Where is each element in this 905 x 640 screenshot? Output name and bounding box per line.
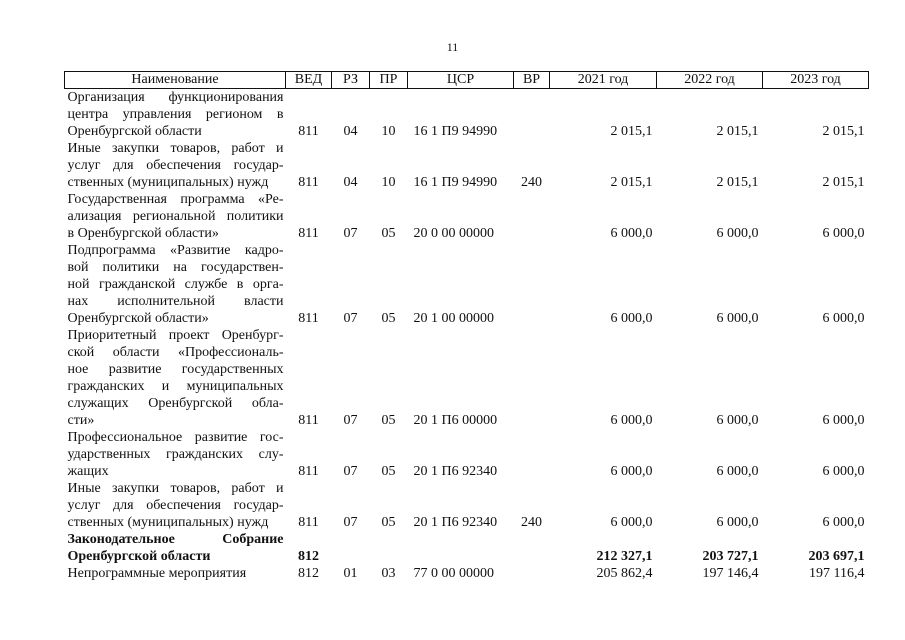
cell-ved: 811 bbox=[298, 124, 319, 139]
cell-pr: 03 bbox=[381, 566, 396, 581]
name-line: Иные закупки товаров, работ и bbox=[67, 141, 284, 156]
name-line: Непрограммные мероприятия bbox=[67, 566, 247, 581]
cell-csr: 20 1 П6 92340 bbox=[413, 515, 498, 530]
cell-vr bbox=[514, 191, 550, 242]
name-line: Оренбургской области» bbox=[67, 311, 209, 326]
cell-name bbox=[65, 480, 286, 531]
cell-ved: 811 bbox=[298, 226, 319, 241]
name-line: ной гражданской службе в орга- bbox=[67, 277, 284, 292]
cell-vr: 240 bbox=[521, 175, 542, 190]
cell-name bbox=[65, 429, 286, 480]
cell-2023: 6 000,0 bbox=[822, 413, 865, 428]
cell-2021: 6 000,0 bbox=[610, 464, 653, 479]
table-row bbox=[65, 429, 869, 480]
header-rz: РЗ bbox=[332, 72, 370, 89]
cell-rz: 07 bbox=[343, 413, 358, 428]
cell-name bbox=[65, 531, 286, 565]
cell-csr: 20 0 00 00000 bbox=[413, 226, 494, 241]
cell-name bbox=[65, 89, 286, 141]
cell-2023: 6 000,0 bbox=[822, 311, 865, 326]
cell-2023: 6 000,0 bbox=[822, 226, 865, 241]
name-line: Иные закупки товаров, работ и bbox=[67, 481, 284, 496]
name-line: сти» bbox=[67, 413, 95, 428]
cell-csr: 16 1 П9 94990 bbox=[413, 175, 498, 190]
cell-pr: 10 bbox=[381, 124, 396, 139]
cell-pr: 05 bbox=[381, 515, 396, 530]
cell-2022: 6 000,0 bbox=[716, 311, 759, 326]
cell-csr: 20 1 00 00000 bbox=[413, 311, 494, 326]
cell-csr bbox=[408, 531, 514, 565]
cell-2023: 6 000,0 bbox=[822, 464, 865, 479]
cell-pr: 05 bbox=[381, 226, 396, 241]
header-2021: 2021 год bbox=[550, 72, 657, 89]
name-line: ализация региональной политики bbox=[67, 209, 284, 224]
cell-2022: 197 146,4 bbox=[702, 566, 759, 581]
cell-rz: 01 bbox=[343, 566, 358, 581]
cell-rz: 04 bbox=[343, 124, 358, 139]
cell-2021: 205 862,4 bbox=[596, 566, 653, 581]
table-row bbox=[65, 140, 869, 191]
cell-rz bbox=[332, 531, 370, 565]
cell-2023: 197 116,4 bbox=[809, 566, 865, 581]
name-line: Подпрограмма «Развитие кадро- bbox=[67, 243, 284, 258]
cell-rz: 07 bbox=[343, 226, 358, 241]
table-row bbox=[65, 327, 869, 429]
table-row bbox=[65, 531, 869, 565]
cell-2023: 2 015,1 bbox=[822, 175, 865, 190]
header-ved: ВЕД bbox=[286, 72, 332, 89]
name-line: Государственная программа «Ре- bbox=[67, 192, 284, 207]
header-2023: 2023 год bbox=[763, 72, 869, 89]
cell-2021: 2 015,1 bbox=[610, 124, 653, 139]
cell-csr: 77 0 00 00000 bbox=[413, 566, 494, 581]
cell-csr: 20 1 П6 00000 bbox=[413, 413, 498, 428]
name-line: в Оренбургской области» bbox=[67, 226, 219, 241]
cell-rz: 07 bbox=[343, 464, 358, 479]
table-row bbox=[65, 480, 869, 531]
cell-rz: 07 bbox=[343, 311, 358, 326]
cell-vr bbox=[514, 429, 550, 480]
cell-2021: 6 000,0 bbox=[610, 413, 653, 428]
cell-2023: 2 015,1 bbox=[822, 124, 865, 139]
header-csr: ЦСР bbox=[408, 72, 514, 89]
cell-ved: 811 bbox=[298, 413, 319, 428]
cell-vr bbox=[514, 327, 550, 429]
cell-2022: 2 015,1 bbox=[716, 124, 759, 139]
name-line: Приоритетный проект Оренбург- bbox=[67, 328, 284, 343]
cell-csr: 20 1 П6 92340 bbox=[413, 464, 498, 479]
cell-2021: 212 327,1 bbox=[596, 549, 653, 564]
name-line: нах исполнительной власти bbox=[67, 294, 284, 309]
cell-ved: 811 bbox=[298, 175, 319, 190]
table-body bbox=[65, 89, 869, 583]
header-pr: ПР bbox=[370, 72, 408, 89]
table-header bbox=[65, 72, 869, 89]
table-row bbox=[65, 191, 869, 242]
cell-name bbox=[65, 140, 286, 191]
cell-2023: 203 697,1 bbox=[808, 549, 865, 564]
cell-2021: 2 015,1 bbox=[610, 175, 653, 190]
cell-name bbox=[65, 242, 286, 327]
name-line: Оренбургской области bbox=[67, 124, 202, 139]
cell-vr: 240 bbox=[521, 515, 542, 530]
cell-name bbox=[65, 191, 286, 242]
name-line: ственных (муниципальных) нужд bbox=[67, 515, 269, 530]
cell-pr bbox=[370, 531, 408, 565]
name-line: ской области «Профессиональ- bbox=[67, 345, 284, 360]
cell-2022: 6 000,0 bbox=[716, 413, 759, 428]
name-line: Организация функционирования bbox=[67, 90, 284, 105]
name-line: Профессиональное развитие гос- bbox=[67, 430, 284, 445]
table-row bbox=[65, 565, 869, 582]
cell-name bbox=[65, 565, 286, 582]
name-line: услуг для обеспечения государ- bbox=[67, 158, 284, 173]
cell-2022: 2 015,1 bbox=[716, 175, 759, 190]
cell-2022: 6 000,0 bbox=[716, 226, 759, 241]
cell-rz: 04 bbox=[343, 175, 358, 190]
cell-2022: 6 000,0 bbox=[716, 515, 759, 530]
name-line: ное развитие государственных bbox=[67, 362, 284, 377]
header-2022: 2022 год bbox=[657, 72, 763, 89]
name-line: гражданских и муниципальных bbox=[67, 379, 284, 394]
cell-ved: 811 bbox=[298, 464, 319, 479]
cell-vr bbox=[514, 531, 550, 565]
name-line: центра управления регионом в bbox=[67, 107, 284, 122]
cell-pr: 05 bbox=[381, 311, 396, 326]
name-line: Законодательное Собрание bbox=[67, 532, 284, 547]
cell-ved: 811 bbox=[298, 311, 319, 326]
name-line: услуг для обеспечения государ- bbox=[67, 498, 284, 513]
header-vr: ВР bbox=[514, 72, 550, 89]
cell-vr bbox=[514, 242, 550, 327]
cell-2022: 203 727,1 bbox=[702, 549, 759, 564]
table-row bbox=[65, 89, 869, 141]
cell-ved: 811 bbox=[298, 515, 319, 530]
cell-2023: 6 000,0 bbox=[822, 515, 865, 530]
cell-2021: 6 000,0 bbox=[610, 515, 653, 530]
cell-pr: 10 bbox=[381, 175, 396, 190]
cell-2022: 6 000,0 bbox=[716, 464, 759, 479]
name-line: вой политики на государствен- bbox=[67, 260, 284, 275]
name-line: ственных (муниципальных) нужд bbox=[67, 175, 269, 190]
cell-rz: 07 bbox=[343, 515, 358, 530]
name-line: жащих bbox=[67, 464, 109, 479]
cell-ved: 812 bbox=[298, 566, 319, 581]
budget-table bbox=[64, 71, 869, 582]
cell-vr bbox=[514, 565, 550, 582]
cell-vr bbox=[514, 89, 550, 141]
page-number: 11 bbox=[446, 40, 459, 54]
cell-2021: 6 000,0 bbox=[610, 311, 653, 326]
cell-csr: 16 1 П9 94990 bbox=[413, 124, 498, 139]
cell-2021: 6 000,0 bbox=[610, 226, 653, 241]
name-line: ударственных гражданских слу- bbox=[67, 447, 284, 462]
cell-pr: 05 bbox=[381, 464, 396, 479]
table-row bbox=[65, 242, 869, 327]
name-line: служащих Оренбургской обла- bbox=[67, 396, 284, 411]
cell-name bbox=[65, 327, 286, 429]
cell-pr: 05 bbox=[381, 413, 396, 428]
cell-ved: 812 bbox=[298, 549, 319, 564]
name-line: Оренбургской области bbox=[67, 549, 211, 564]
header-name: Наименование bbox=[65, 72, 286, 89]
